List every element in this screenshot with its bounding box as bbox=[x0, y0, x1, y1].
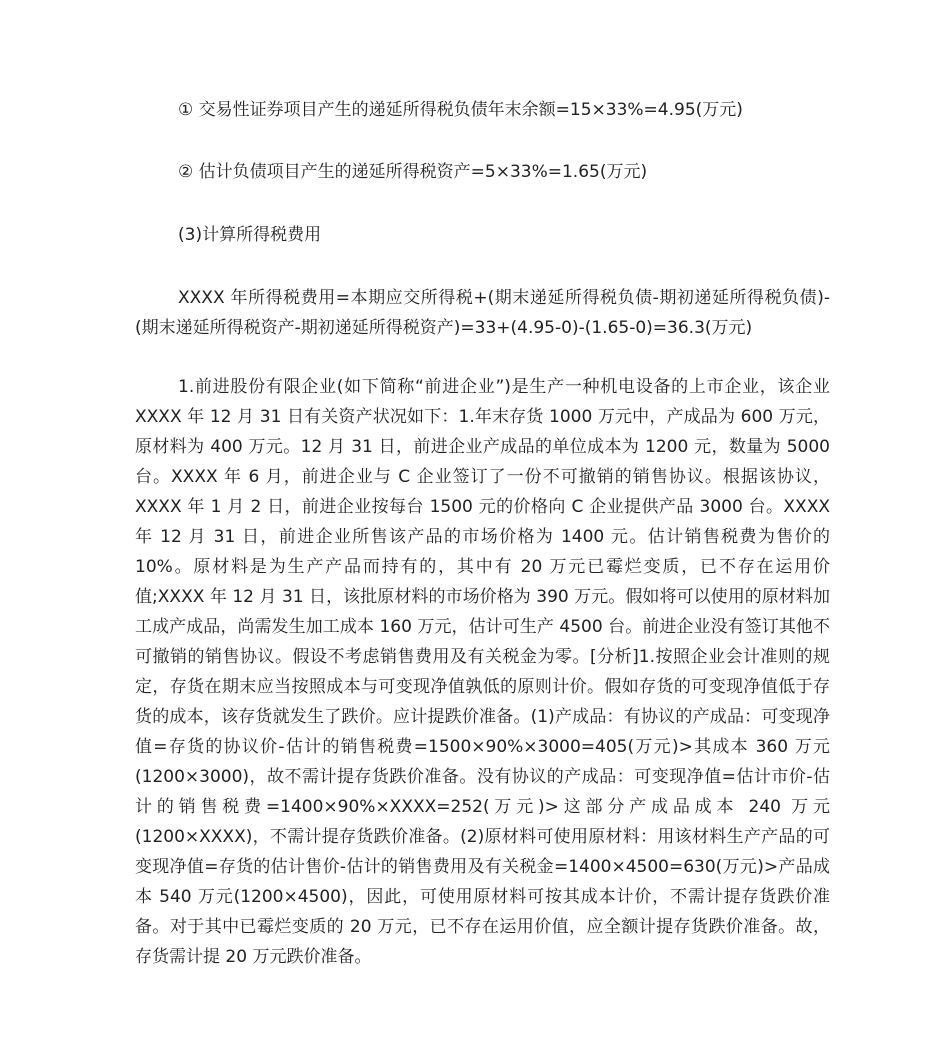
income-tax-expense-formula: XXXX 年所得税费用=本期应交所得税+(期末递延所得税负债-期初递延所得税负债)-(期末递延所得税资产-期初递延所得税资产)=33+(4.95-0)-(1.65-0)=36.3(万元) bbox=[135, 288, 830, 338]
item-deferred-tax-liability: ① 交易性证券项目产生的递延所得税负债年末余额=15×33%=4.95(万元) bbox=[178, 100, 743, 120]
item-deferred-tax-asset: ② 估计负债项目产生的递延所得税资产=5×33%=1.65(万元) bbox=[178, 162, 648, 182]
case-analysis-paragraph: 1.前进股份有限企业(如下简称“前进企业”)是生产一种机电设备的上市企业，该企业 XXXX 年 12 月 31 日有关资产状况如下：1.年末存货 1000 万元中，产成品为 600 万元，原材料为 400 万元。12 月 31 日，前进企业产成品的单位成本为 1200 元，数量为 5000 台。XXXX 年 6 月，前进企业与 C 企业签订了一份不可撤销的销售协议。根据该协议，XXXX 年 1 月 2 日，前进企业按每台 1500 元的价格向 C 企业提供产品 3000 台。XXXX 年 12 月 31 日，前进企业所售该产品的市场价格为 1400 元。估计销售税费为售价的 10%。原材料是为生产产品而持有的，其中有 20 万元已霉烂变质，已不存在运用价值;XXXX 年 12 月 31 日，该批原材料的市场价格为 390 万元。假如将可以使用的原材料加工成产成品，尚需发生加工成本 160 万元，估计可生产 4500 台。前进企业没有签订其他不可撤销的销售协议。假设不考虑销售费用及有关税金为零。[分析]1.按照企业会计准则的规定，存货在期末应当按照成本与可变现净值孰低的原则计价。假如存货的可变现净值低于存货的成本，该存货就发生了跌价。应计提跌价准备。(1)产成品：有协议的产成品：可变现净值=存货的协议价-估计的销售税费=1500×90%×3000=405(万元)>其成本 360 万元(1200×3000)，故不需计提存货跌价准备。没有协议的产成品：可变现净值=估计市价-估计的销售税费=1400×90%×XXXX=252(万元)>这部分产成品成本 240 万元(1200×XXXX)，不需计提存货跌价准备。(2)原材料可使用原材料：用该材料生产产品的可变现净值=存货的估计售价-估计的销售费用及有关税金=1400×4500=630(万元)>产品成本 540 万元(1200×4500)，因此，可使用原材料可按其成本计价，不需计提存货跌价准备。对于其中已霉烂变质的 20 万元，已不存在运用价值，应全额计提存货跌价准备。故，存货需计提 20 万元跌价准备。 bbox=[135, 377, 830, 967]
section-heading-income-tax-expense: (3)计算所得税费用 bbox=[178, 225, 322, 245]
